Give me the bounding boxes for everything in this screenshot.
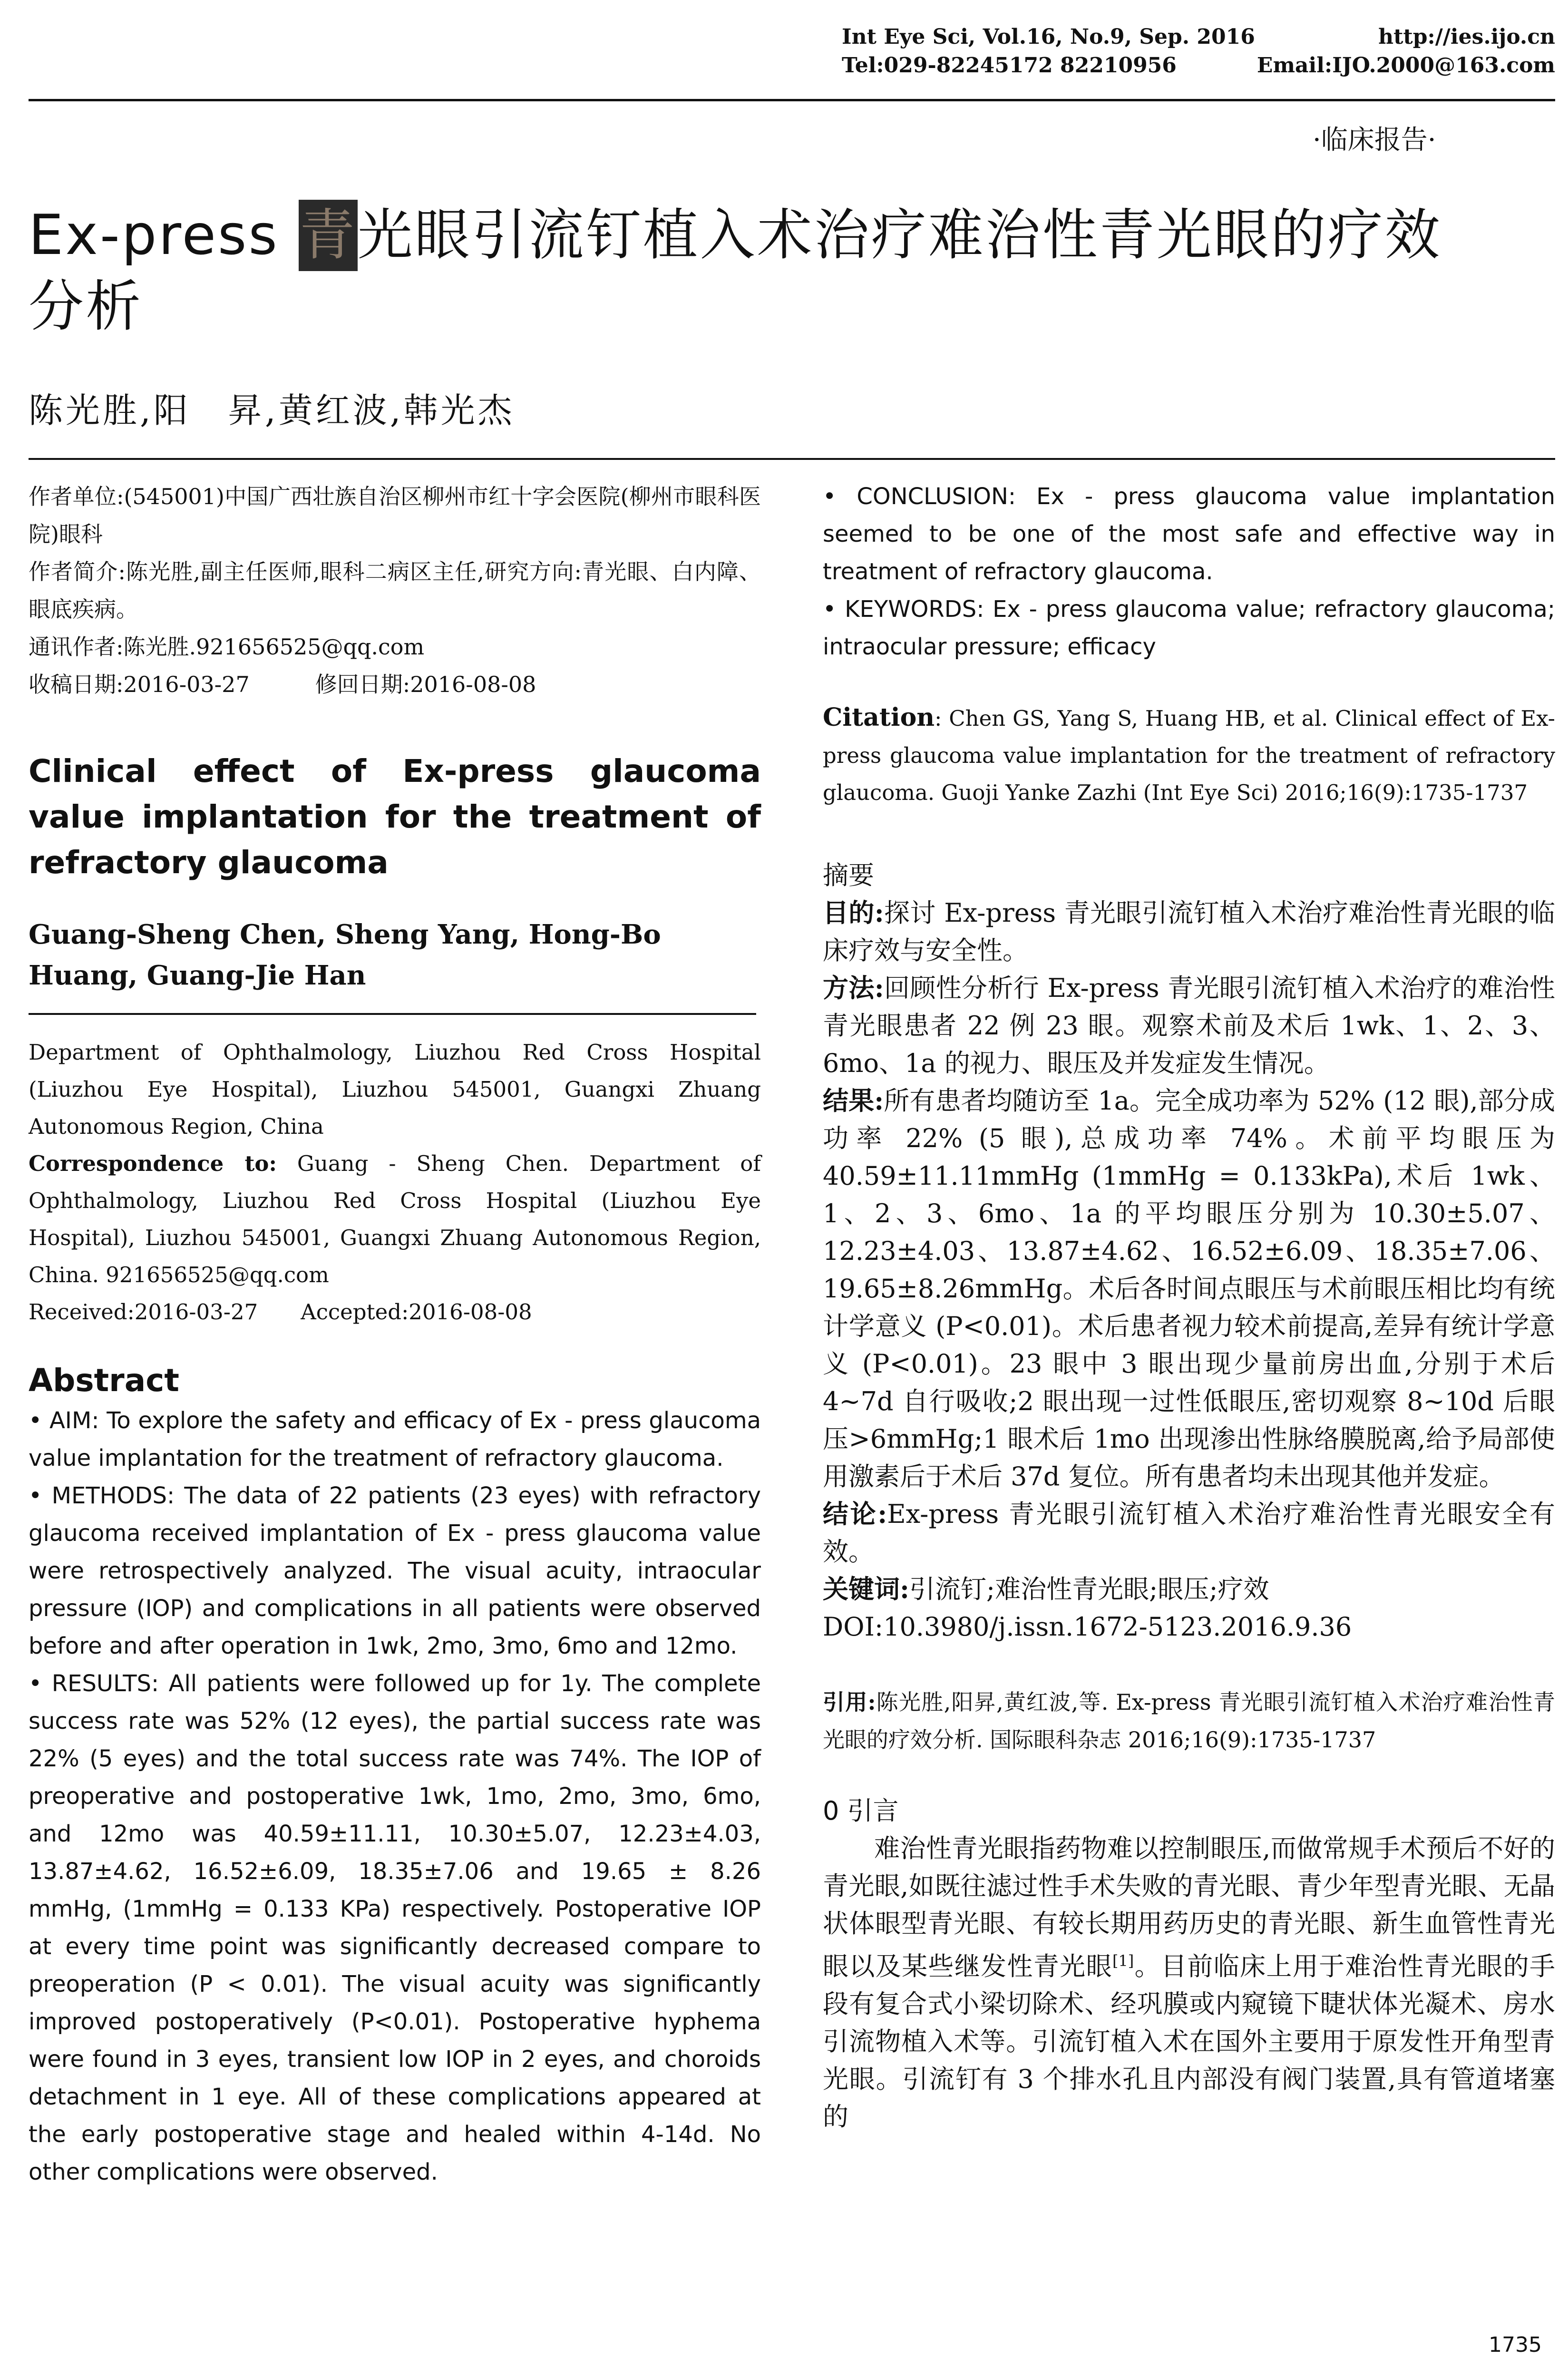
abstract-aim: • AIM: To explore the safety and efficacy of Ex - press glaucoma value implantation for the treatment of refractory glaucoma. [29,1407,761,1471]
affiliation-dept: Department of Ophthalmology, Liuzhou Red Cross Hospital (Liuzhou Eye Hospital), Liuzhou 545001, Guangxi Zhuang Autonomous Region, China [29,1040,761,1139]
citation-cn [823,1684,1555,1759]
methods-label-cn: 方法: [823,973,884,1003]
aim-text-cn: 探讨 Ex-press 青光眼引流钉植入术治疗难治性青光眼的临床疗效与安全性。 [823,898,1555,965]
corresponding-author-cn: 通讯作者:陈光胜.921656525@qq.com [29,634,425,660]
correspondence-text: Guang - Sheng Chen. Department of Ophthalmology, Liuzhou Red Cross Hospital (Liuzhou Eye Hospital), Liuzhou 545001, Guangxi Zhuang Autonomous Region, China. 921656525@qq.com [29,1151,761,1287]
authors-rule [29,458,1555,460]
results-text-cn: 所有患者均随访至 1a。完全成功率为 52% (12 眼),部分成功率 22% (5 眼),总成功率 74%。术前平均眼压为 40.59±11.11mmHg (1mmHg = 0.133kPa),术后 1wk、1、2、3、6mo、1a 的平均眼压分别为 10.30±5.07、12.23±4.03、13.87±4.62、16.52±6.09、18.35±7.06、19.65±8.26mmHg。术后各时间点眼压与术前眼压相比均有统计学意义 (P<0.01)。术后患者视力较术前提高,差异有统计学意义 (P<0.01)。23 眼中 3 眼出现少量前房出血,分别于术后 4~7d 自行吸收;2 眼出现一过性低眼压,密切观察 8~10d 后眼压>6mmHg;1 眼术后 1mo 出现渗出性脉络膜脱离,给予局部使用激素后于术后 37d 复位。所有患者均未出现其他并发症。 [823,1086,1556,1491]
journal-info: Int Eye Sci, Vol.16, No.9, Sep. 2016 [842,25,1255,49]
conclusion-label-cn: 结论: [823,1499,887,1529]
journal-tel: Tel:029-82245172 82210956 [842,53,1177,78]
keywords-text-cn: 引流钉;难治性青光眼;眼压;疗效 [909,1574,1269,1604]
abstract-keywords: • KEYWORDS: Ex - press glaucoma value; refractory glaucoma; intraocular pressure; efficacy [823,596,1555,660]
abstract-heading: Abstract [29,1362,179,1399]
author-unit: 作者单位:(545001)中国广西壮族自治区柳州市红十字会医院(柳州市眼科医院)眼科 [29,484,761,547]
title-line2: 分析 [29,274,143,339]
running-header [842,23,1555,80]
english-title: Clinical effect of Ex-press glaucoma value implantation for the treatment of refractory glaucoma [29,753,761,881]
aim-label-cn: 目的: [823,897,884,928]
intro-text-1: 难治性青光眼指药物难以控制眼压,而做常规手术预后不好的青光眼,如既往滤过性手术失败的青光眼、青少年型青光眼、无晶状体眼型青光眼、有较长期用药历史的青光眼、新生血管性青光眼以及某些继发性青光眼 [823,1833,1555,1981]
left-column [29,478,761,2191]
page-number: 1735 [1489,2333,1542,2357]
abstract-cn-keywords [823,1570,1555,1608]
citation-label: Citation [823,703,935,732]
conclusion-text-cn: Ex-press 青光眼引流钉植入术治疗难治性青光眼安全有效。 [823,1499,1555,1567]
intro-text [823,1830,1555,2135]
abstract-en-cont [823,478,1555,666]
cite-cn-text: 陈光胜,阳昇,黄红波,等. Ex-press 青光眼引流钉植入术治疗难治性青光眼的疗效分析. 国际眼科杂志 2016;16(9):1735-1737 [823,1689,1556,1753]
author-bio: 作者简介:陈光胜,副主任医师,眼科二病区主任,研究方向:青光眼、白内障、眼底疾病。 [29,559,761,622]
abstract-conclusion: • CONCLUSION: Ex - press glaucoma value implantation seemed to be one of the most safe and effective way in treatment of refractory glaucoma. [823,483,1555,585]
abstract-cn-aim [823,894,1555,969]
section-label: ·临床报告· [1313,125,1436,156]
header-rule [29,99,1555,101]
introduction [823,1792,1555,2135]
author-info-cn [29,478,761,703]
abstract-cn-heading: 摘要 [823,860,874,890]
journal-url: http://ies.ijo.cn [1378,25,1555,49]
abstract-cn-methods [823,969,1555,1082]
methods-text-cn: 回顾性分析行 Ex-press 青光眼引流钉植入术治疗的难治性青光眼患者 22 例 23 眼。观察术前及术后 1wk、1、2、3、6mo、1a 的视力、眼压及并发症发生情况。 [823,973,1555,1078]
abstract-cn [823,857,1555,1646]
abstract-methods: • METHODS: The data of 22 patients (23 eyes) with refractory glaucoma received implantation of Ex - press glaucoma value were retrospectively analyzed. The visual acuity, intraocular pressure (IOP) and complications in all patients were observed before and after operation in 1wk, 2mo, 3mo, 6mo and 12mo. [29,1482,761,1659]
correspondence [29,1145,761,1294]
journal-email: Email:IJO.2000@163.com [1256,53,1555,78]
title-line1-rest: 光眼引流钉植入术治疗难治性青光眼的疗效 [357,203,1442,267]
right-column [823,478,1555,2135]
results-label-cn: 结果: [823,1085,884,1116]
abstract-cn-conclusion [823,1495,1555,1570]
abstract-results: • RESULTS: All patients were followed up for 1y. The complete success rate was 52% (12 eyes), the partial success rate was 22% (5 eyes) and the total success rate was 74%. The IOP of preoperative and postoperative 1wk, 1mo, 2mo, 3mo, 6mo, and 12mo was 40.59±11.11, 10.30±5.07, 12.23±4.03, 13.87±4.62, 16.52±6.09, 18.35±7.06 and 19.65 ± 8.26 mmHg, (1mmHg = 0.133 KPa) respectively. Postoperative IOP at every time point was significantly decreased compare to preoperation (P < 0.01). The visual acuity was significantly improved postoperatively (P<0.01). Postoperative hyphema were found in 3 eyes, transient low IOP in 2 eyes, and choroids detachment in 1 eye. All of these complications appeared at the early postoperative stage and healed within 4-14d. No other complications were observed. [29,1670,761,2185]
intro-heading: 0 引言 [823,1796,899,1826]
abstract-en [29,1402,761,2191]
english-authors: Guang-Sheng Chen, Sheng Yang, Hong-Bo Huang, Guang-Jie Han [29,919,661,991]
article-title [29,200,1560,342]
cite-cn-label: 引用: [823,1689,876,1715]
title-marked-char: 青 [299,200,358,271]
correspondence-label: Correspondence to: [29,1151,277,1176]
doi: DOI:10.3980/j.issn.1672-5123.2016.9.36 [823,1612,1352,1642]
intro-text-2: 。目前临床上用于难治性青光眼的手段有复合式小梁切除术、经巩膜或内窥镜下睫状体光凝术、房水引流物植入术等。引流钉植入术在国外主要用于原发性开角型青光眼。引流钉有 3 个排水孔且内部没有阀门装置,具有管道堵塞的 [823,1951,1556,2132]
dates-cn: 收稿日期:2016-03-27 修回日期:2016-08-08 [29,672,536,697]
keywords-label-cn: 关键词: [823,1574,909,1604]
affiliation-block [29,1034,761,1331]
citation-text: : Chen GS, Yang S, Huang HB, et al. Clinical effect of Ex-press glaucoma value implantation for the treatment of refractory glaucoma. Guoji Yanke Zazhi (Int Eye Sci) 2016;16(9):1735-1737 [823,706,1555,805]
citation-en [823,699,1555,811]
authors-cn: 陈光胜,阳 昇,黄红波,韩光杰 [29,390,515,430]
intro-ref: [1] [1112,1952,1134,1970]
affiliation-rule [29,1013,756,1015]
title-prefix: Ex-press [29,203,299,267]
abstract-cn-results [823,1082,1555,1495]
received-accepted: Received:2016-03-27 Accepted:2016-08-08 [29,1299,532,1325]
